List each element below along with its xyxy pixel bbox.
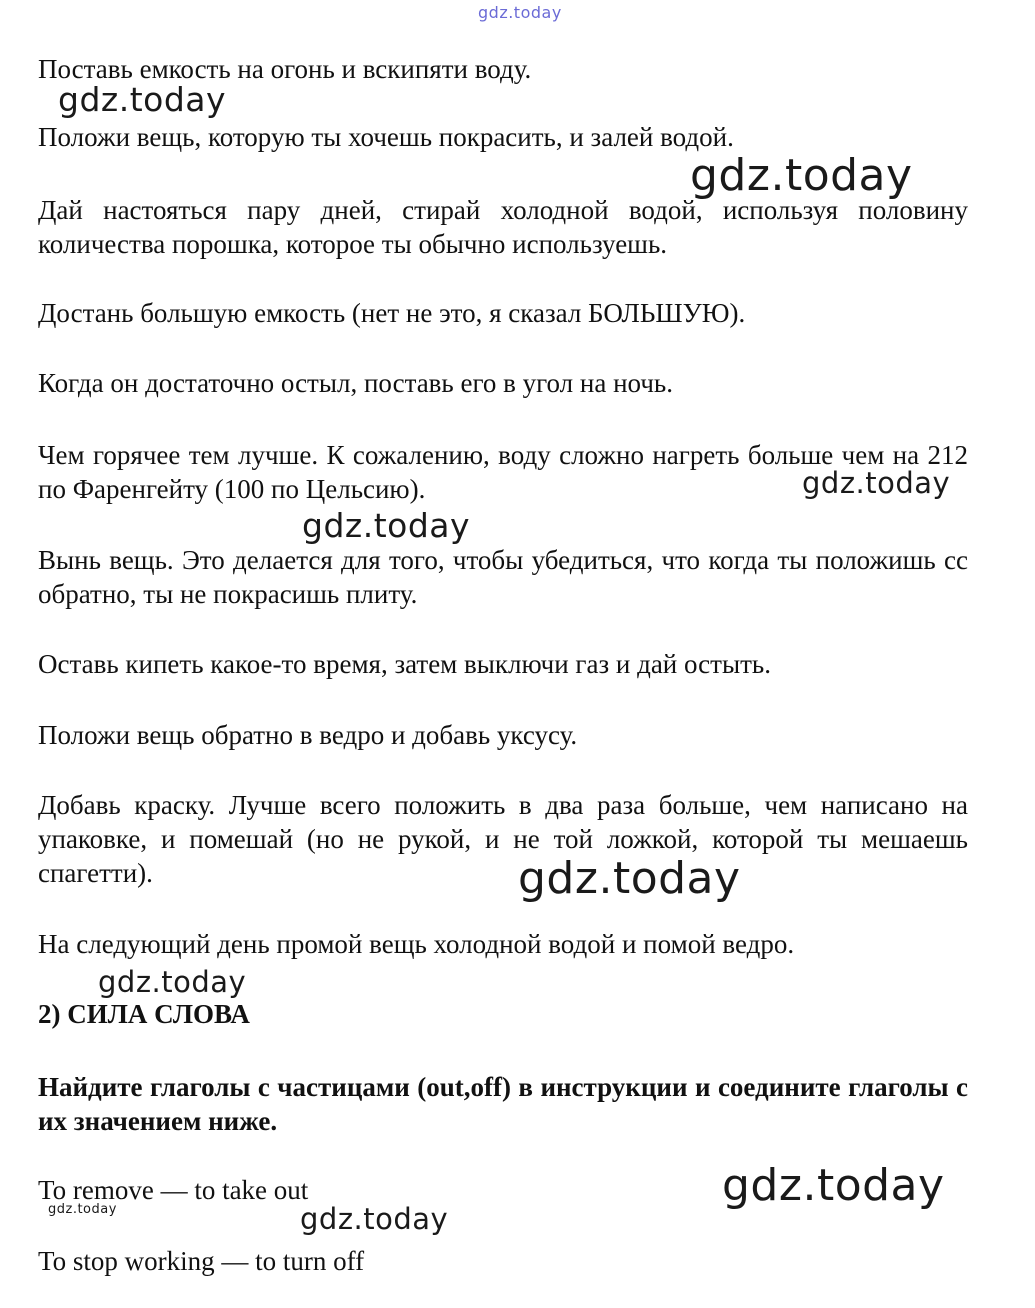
answer-1: To remove — to take out <box>38 1175 309 1205</box>
section-heading: 2) СИЛА СЛОВА <box>38 999 250 1029</box>
watermark: gdz.today <box>98 965 247 999</box>
instruction-9: Положи вещь обратно в ведро и добавь уксусу. <box>38 720 578 750</box>
watermark: gdz.today <box>722 1160 945 1211</box>
watermark: gdz.today <box>300 1202 449 1236</box>
instruction-8: Оставь кипеть какое-то время, затем выключи газ и дай остыть. <box>38 649 771 679</box>
instruction-7: Вынь вещь. Это делается для того, чтобы убедиться, что когда ты положишь сс обратно, ты не покрасишь плиту. <box>38 545 968 609</box>
task-text: Найдите глаголы с частицами (out,off) в инструкции и соедините глаголы с их значением ниже. <box>38 1072 968 1136</box>
watermark: gdz.today <box>802 466 951 500</box>
instruction-10: Добавь краску. Лучше всего положить в два раза больше, чем написано на упаковке, и помешай (но не рукой, и не той ложкой, которой ты мешаешь спагетти). <box>38 790 968 888</box>
watermark: gdz.today <box>302 506 471 545</box>
watermark: gdz.today <box>518 853 741 904</box>
instruction-11: На следующий день промой вещь холодной водой и помой ведро. <box>38 929 795 959</box>
instruction-6: Чем горячее тем лучше. К сожалению, воду сложно нагреть больше чем на 212 по Фаренгейту (100 по Цельсию). <box>38 440 968 504</box>
instruction-1: Поставь емкость на огонь и вскипяти воду. <box>38 54 532 84</box>
watermark: gdz.today <box>48 1202 117 1217</box>
watermark: gdz.today <box>690 150 913 201</box>
watermark-top[interactable]: gdz.today <box>478 3 562 22</box>
instruction-4: Достань большую емкость (нет не это, я сказал БОЛЬШУЮ). <box>38 298 746 328</box>
instruction-5: Когда он достаточно остыл, поставь его в угол на ночь. <box>38 368 673 398</box>
watermark: gdz.today <box>58 80 227 119</box>
answer-2: To stop working — to turn off <box>38 1246 365 1276</box>
instruction-3: Дай настояться пару дней, стирай холодной водой, используя половину количества порошка, которое ты обычно используешь. <box>38 195 968 259</box>
instruction-2: Положи вещь, которую ты хочешь покрасить, и залей водой. <box>38 122 734 152</box>
